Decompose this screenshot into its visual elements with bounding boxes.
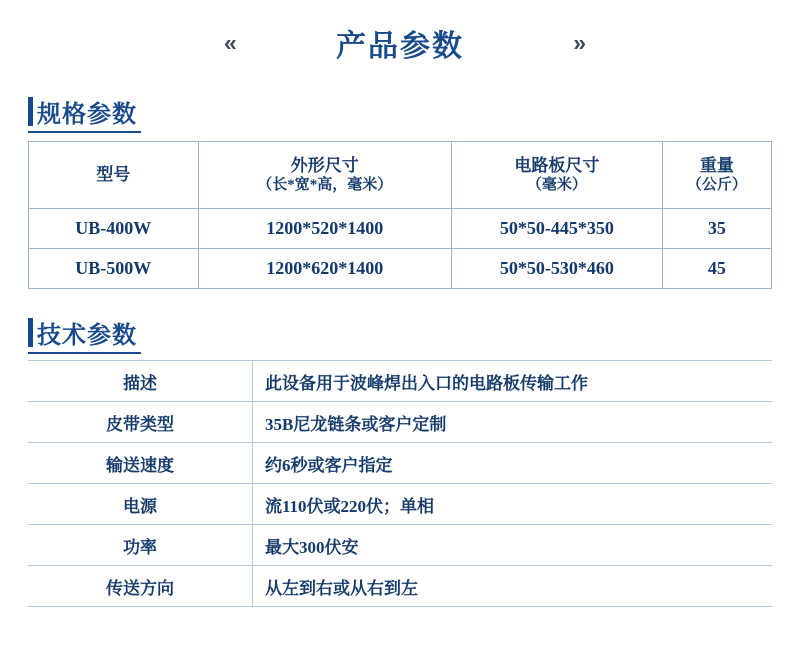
table-row: [28, 566, 772, 607]
spec-table: [28, 141, 772, 289]
tech-section: [28, 315, 772, 607]
table-row: [28, 484, 772, 525]
table-row: [28, 525, 772, 566]
chevron-right-icon[interactable]: »: [573, 29, 586, 56]
tech-value: 流110伏或220伏；单相: [253, 484, 773, 525]
spec-cell-board: 50*50-445*350: [452, 209, 663, 249]
spec-col-weight-main: 重量: [699, 156, 734, 175]
tech-label: 功率: [28, 525, 253, 566]
tech-section-heading: [28, 315, 137, 350]
table-row: [29, 209, 772, 249]
spec-cell-model: UB-500W: [29, 249, 199, 289]
spec-section: [28, 94, 772, 289]
spec-section-heading: [28, 94, 137, 129]
tech-table: [28, 360, 772, 607]
spec-col-model-main: 型号: [96, 165, 131, 185]
spec-cell-dimension: 1200*620*1400: [198, 249, 452, 289]
table-row: [28, 443, 772, 484]
spec-cell-weight: 35: [662, 209, 771, 249]
spec-cell-model: UB-400W: [29, 209, 199, 249]
spec-col-dimension: [198, 142, 452, 209]
spec-col-board-sub: （毫米）: [526, 177, 587, 194]
tech-label: 输送速度: [28, 443, 253, 484]
tech-value: 此设备用于波峰焊出入口的电路板传输工作: [253, 361, 773, 402]
spec-col-dimension-sub: （长*宽*高，毫米）: [257, 177, 393, 194]
spec-col-weight-sub: （公斤）: [686, 177, 747, 194]
heading-underline: [28, 131, 141, 133]
heading-underline: [28, 352, 141, 354]
table-row: [28, 402, 772, 443]
tech-section-heading-text: 技术参数: [37, 322, 137, 349]
spec-cell-dimension: 1200*520*1400: [198, 209, 452, 249]
spec-section-heading-text: 规格参数: [37, 101, 137, 128]
tech-value: 约6秒或客户指定: [253, 443, 773, 484]
tech-label: 电源: [28, 484, 253, 525]
table-row: [28, 361, 772, 402]
spec-table-header-row: [29, 142, 772, 209]
tech-value: 从左到右或从右到左: [253, 566, 773, 607]
tech-value: 35B尼龙链条或客户定制: [253, 402, 773, 443]
table-row: [29, 249, 772, 289]
tech-label: 传送方向: [28, 566, 253, 607]
page-title: 产品参数: [336, 30, 464, 63]
spec-cell-weight: 45: [662, 249, 771, 289]
tech-label: 皮带类型: [28, 402, 253, 443]
page-header: [28, 0, 772, 86]
tech-value: 最大300伏安: [253, 525, 773, 566]
spec-col-model: [29, 142, 199, 209]
spec-col-dimension-main: 外形尺寸: [290, 156, 359, 175]
spec-cell-board: 50*50-530*460: [452, 249, 663, 289]
tech-label: 描述: [28, 361, 253, 402]
chevron-left-icon[interactable]: «: [224, 29, 237, 56]
spec-col-board-main: 电路板尺寸: [514, 156, 600, 175]
spec-col-board: [452, 142, 663, 209]
spec-col-weight: [662, 142, 771, 209]
